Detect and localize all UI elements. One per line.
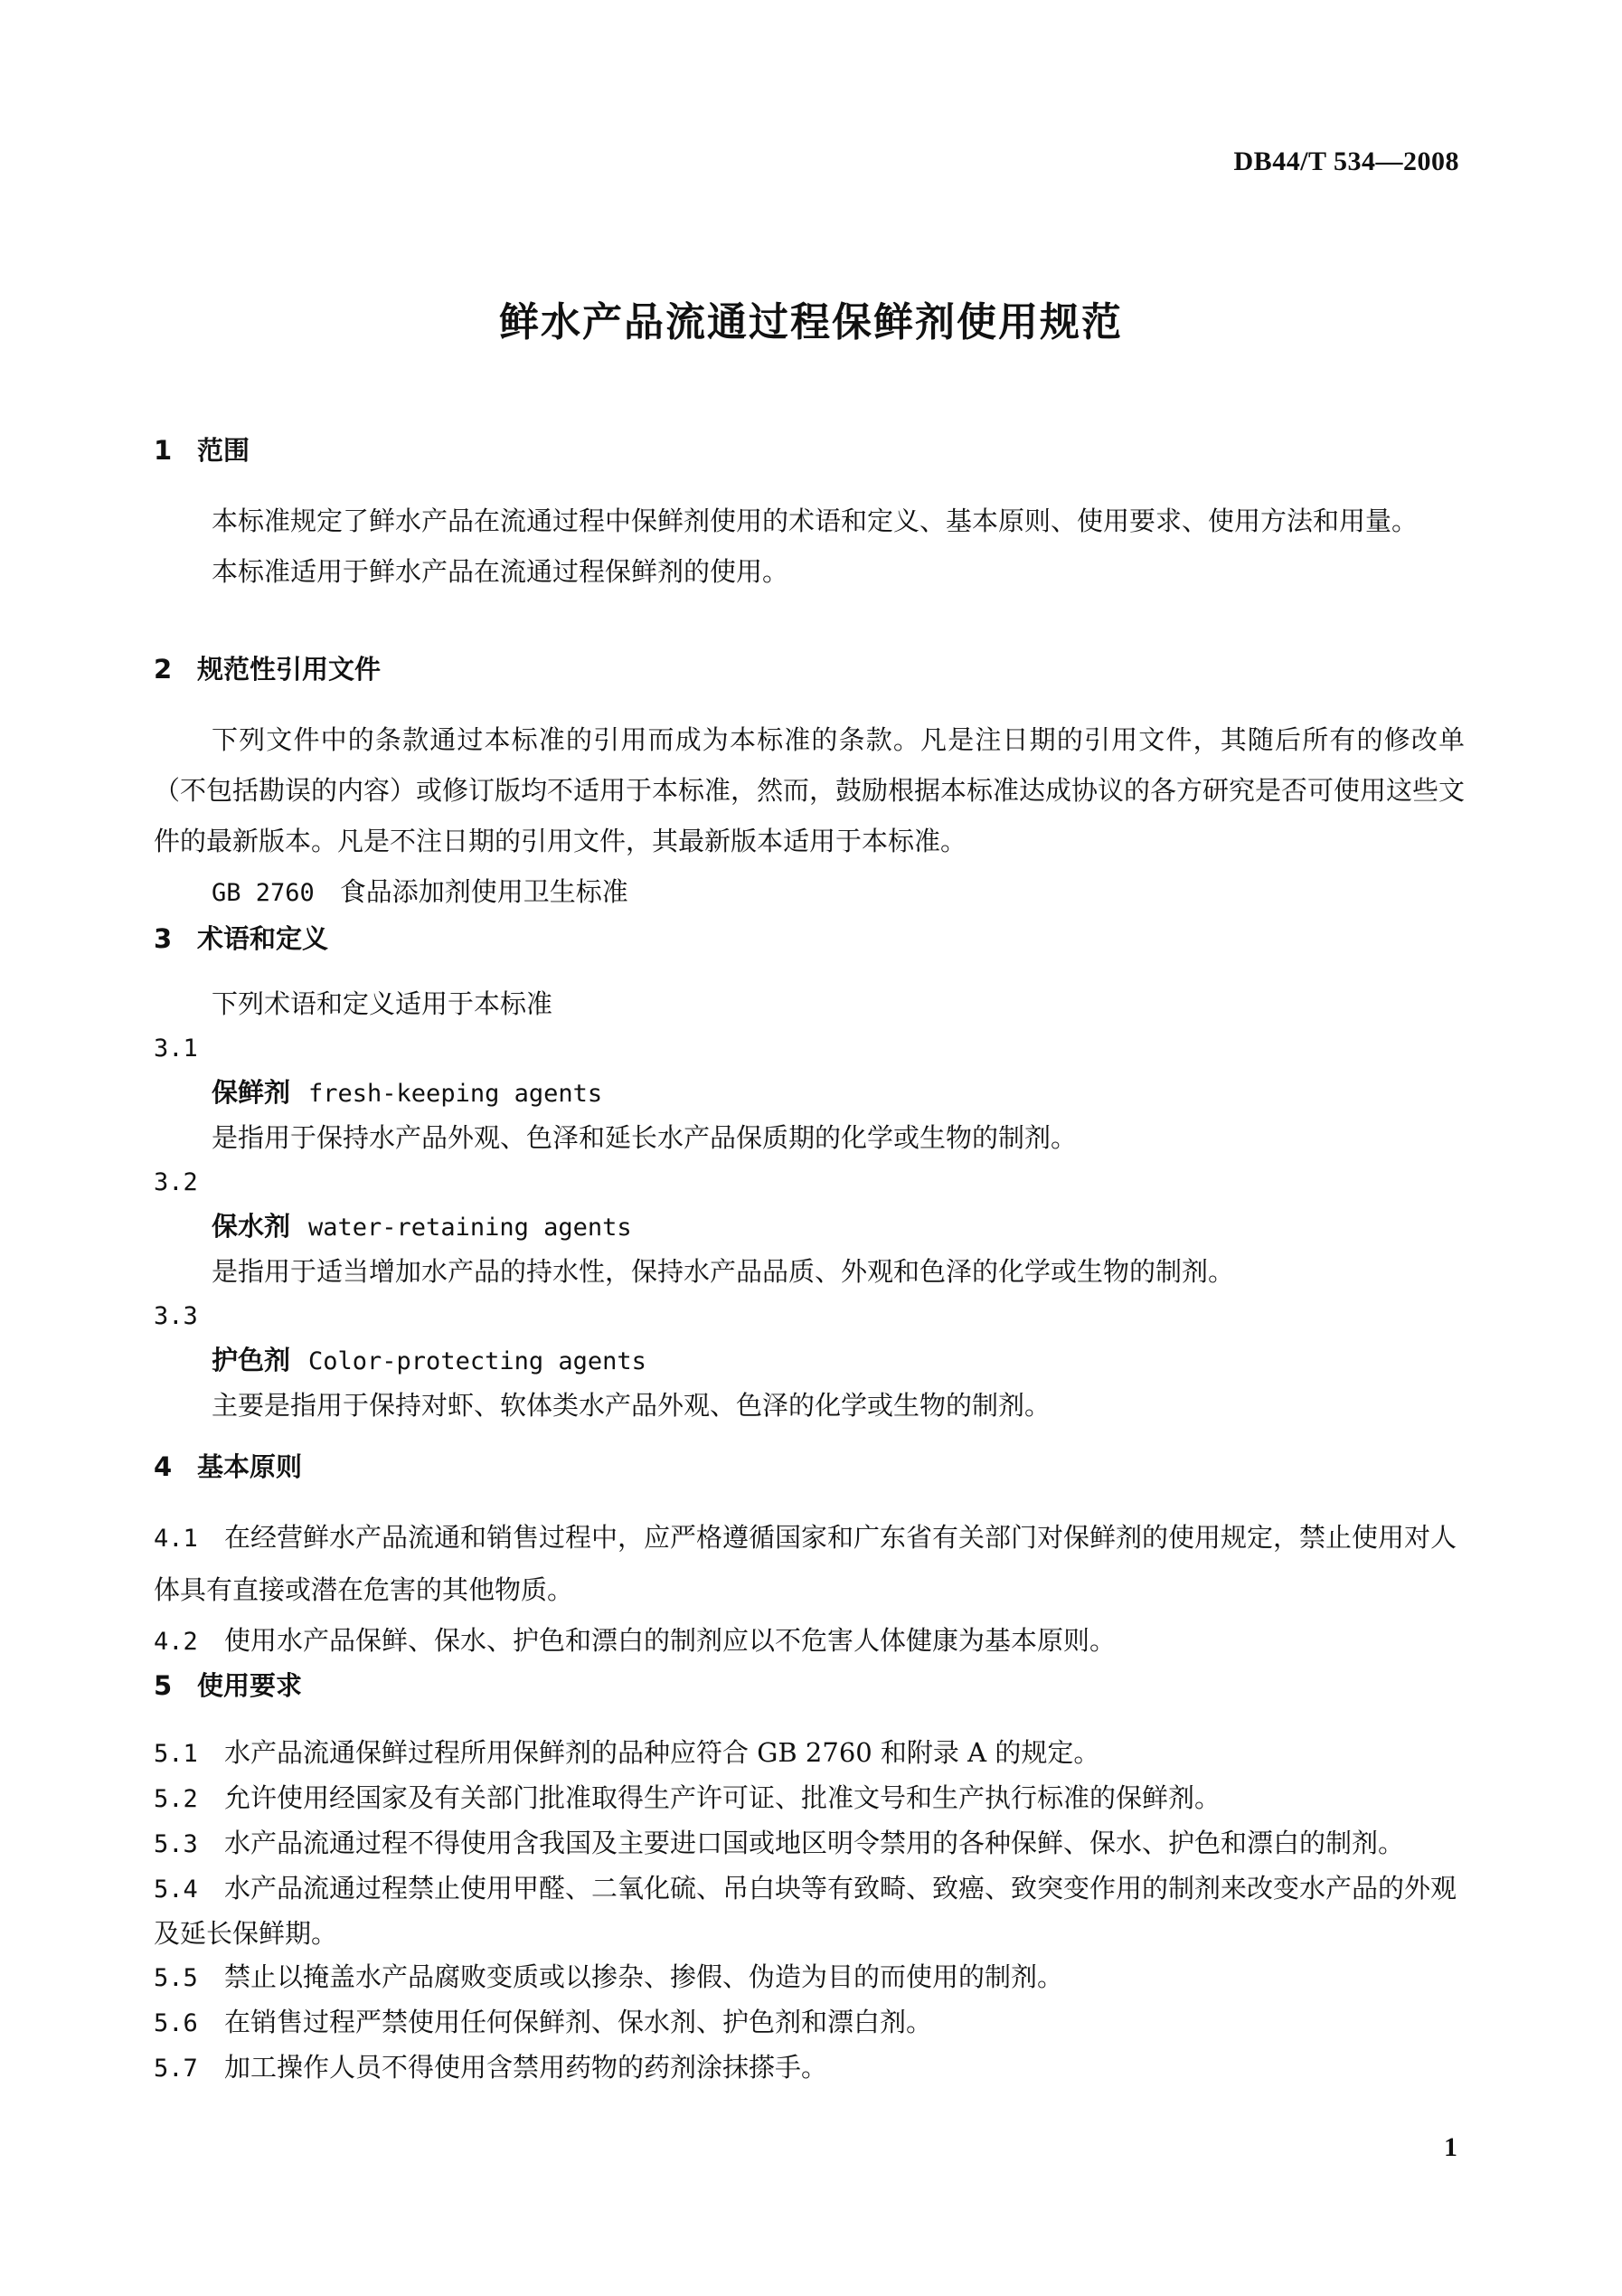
clause-number: 4.2 xyxy=(154,1628,198,1656)
clause-number: 5.4 xyxy=(154,1876,198,1904)
clause-text: 在销售过程严禁使用任何保鲜剂、保水剂、护色剂和漂白剂。 xyxy=(224,2007,933,2037)
section-2-body xyxy=(154,714,1465,919)
section-2-heading xyxy=(154,644,1465,694)
page-number: 1 xyxy=(1444,2132,1457,2162)
clause-text: 允许使用经国家及有关部门批准取得生产许可证、批准文号和生产执行标准的保鲜剂。 xyxy=(224,1782,1221,1813)
section-5 xyxy=(154,1660,1465,1711)
section-1-heading xyxy=(154,425,1465,476)
clause-text: 禁止以掩盖水产品腐败变质或以掺杂、掺假、伪造为目的而使用的制剂。 xyxy=(224,1961,1064,1992)
section-number: 5 xyxy=(154,1670,173,1701)
terms-intro: 下列术语和定义适用于本标准 xyxy=(212,988,553,1019)
paragraph: 下列文件中的条款通过本标准的引用而成为本标准的条款。凡是注日期的引用文件，其随后所有的修改单（不包括勘误的内容）或修订版均不适用于本标准，然而，鼓励根据本标准达成协议的各方研究是否可使用这些文件的最新版本。凡是不注日期的引用文件，其最新版本适用于本标准。 xyxy=(154,724,1466,856)
term-chinese: 护色剂 xyxy=(212,1345,291,1375)
section-title: 使用要求 xyxy=(197,1670,303,1701)
clause-text: 水产品流通保鲜过程所用保鲜剂的品种应符合 GB 2760 和附录 A 的规定。 xyxy=(224,1737,1100,1768)
paragraph: 本标准适用于鲜水产品在流通过程保鲜剂的使用。 xyxy=(212,556,789,587)
section-1-body xyxy=(154,496,1465,597)
clause-number: 5.6 xyxy=(154,2009,198,2037)
document-id: DB44/T 534—2008 xyxy=(1233,146,1459,176)
section-title: 术语和定义 xyxy=(197,923,329,954)
clause-5-5 xyxy=(154,1955,1465,2000)
clause-text: 在经营鲜水产品流通和销售过程中，应严格遵循国家和广东省有关部门对保鲜剂的使用规定，禁止使用对人体具有直接或潜在危害的其他物质。 xyxy=(154,1522,1457,1605)
section-1 xyxy=(154,425,1465,476)
term-number: 3.1 xyxy=(154,1035,198,1063)
term-number: 3.3 xyxy=(154,1302,198,1330)
term-english: fresh-keeping agents xyxy=(308,1080,603,1108)
section-number: 3 xyxy=(154,923,173,954)
clause-5-2 xyxy=(154,1776,1465,1821)
term-number: 3.2 xyxy=(154,1168,198,1196)
section-5-body xyxy=(154,1731,1465,2091)
clause-5-4 xyxy=(154,1866,1465,1955)
clause-5-6 xyxy=(154,2000,1465,2046)
section-title: 范围 xyxy=(197,435,250,466)
section-title: 规范性引用文件 xyxy=(197,654,382,685)
section-4-heading xyxy=(154,1441,1465,1492)
document-title: 鲜水产品流通过程保鲜剂使用规范 xyxy=(499,299,1123,345)
reference-code: GB 2760 xyxy=(212,879,315,907)
section-2 xyxy=(154,644,1465,694)
term-definition: 是指用于适当增加水产品的持水性，保持水产品品质、外观和色泽的化学或生物的制剂。 xyxy=(212,1256,1235,1287)
clause-text: 水产品流通过程不得使用含我国及主要进口国或地区明令禁用的各种保鲜、保水、护色和漂白的制剂。 xyxy=(224,1828,1405,1858)
section-5-heading xyxy=(154,1660,1465,1711)
clause-text: 加工操作人员不得使用含禁用药物的药剂涂抹搽手。 xyxy=(224,2052,828,2083)
term-english: water-retaining agents xyxy=(308,1214,632,1242)
paragraph: 本标准规定了鲜水产品在流通过程中保鲜剂使用的术语和定义、基本原则、使用要求、使用方法和用量。 xyxy=(212,505,1419,536)
section-number: 2 xyxy=(154,654,173,685)
section-3-heading xyxy=(154,913,1465,964)
clause-number: 5.3 xyxy=(154,1830,198,1858)
section-number: 4 xyxy=(154,1451,173,1482)
clause-text: 使用水产品保鲜、保水、护色和漂白的制剂应以不危害人体健康为基本原则。 xyxy=(224,1625,1117,1656)
clause-number: 5.2 xyxy=(154,1785,198,1813)
clause-number: 5.5 xyxy=(154,1964,198,1992)
term-3-2 xyxy=(154,1159,1465,1293)
term-chinese: 保鲜剂 xyxy=(212,1077,291,1108)
clause-5-1 xyxy=(154,1731,1465,1776)
clause-number: 4.1 xyxy=(154,1525,198,1553)
clause-5-3 xyxy=(154,1821,1465,1866)
section-3-body xyxy=(154,982,1465,1427)
clause-4-1 xyxy=(154,1512,1465,1615)
section-4 xyxy=(154,1441,1465,1492)
section-number: 1 xyxy=(154,435,173,466)
section-3 xyxy=(154,913,1465,964)
section-4-body xyxy=(154,1512,1465,1668)
term-english: Color-protecting agents xyxy=(308,1347,646,1375)
normative-reference xyxy=(154,866,1465,919)
reference-title: 食品添加剂使用卫生标准 xyxy=(339,876,628,907)
clause-number: 5.1 xyxy=(154,1740,198,1768)
clause-text: 水产品流通过程禁止使用甲醛、二氧化硫、吊白块等有致畸、致癌、致突变作用的制剂来改变水产品的外观及延长保鲜期。 xyxy=(154,1873,1457,1949)
term-definition: 主要是指用于保持对虾、软体类水产品外观、色泽的化学或生物的制剂。 xyxy=(212,1390,1051,1421)
term-chinese: 保水剂 xyxy=(212,1211,291,1242)
term-definition: 是指用于保持水产品外观、色泽和延长水产品保质期的化学或生物的制剂。 xyxy=(212,1122,1078,1153)
term-3-1 xyxy=(154,1025,1465,1159)
term-3-3 xyxy=(154,1293,1465,1427)
clause-5-7 xyxy=(154,2046,1465,2091)
section-title: 基本原则 xyxy=(197,1451,303,1482)
clause-number: 5.7 xyxy=(154,2055,198,2083)
